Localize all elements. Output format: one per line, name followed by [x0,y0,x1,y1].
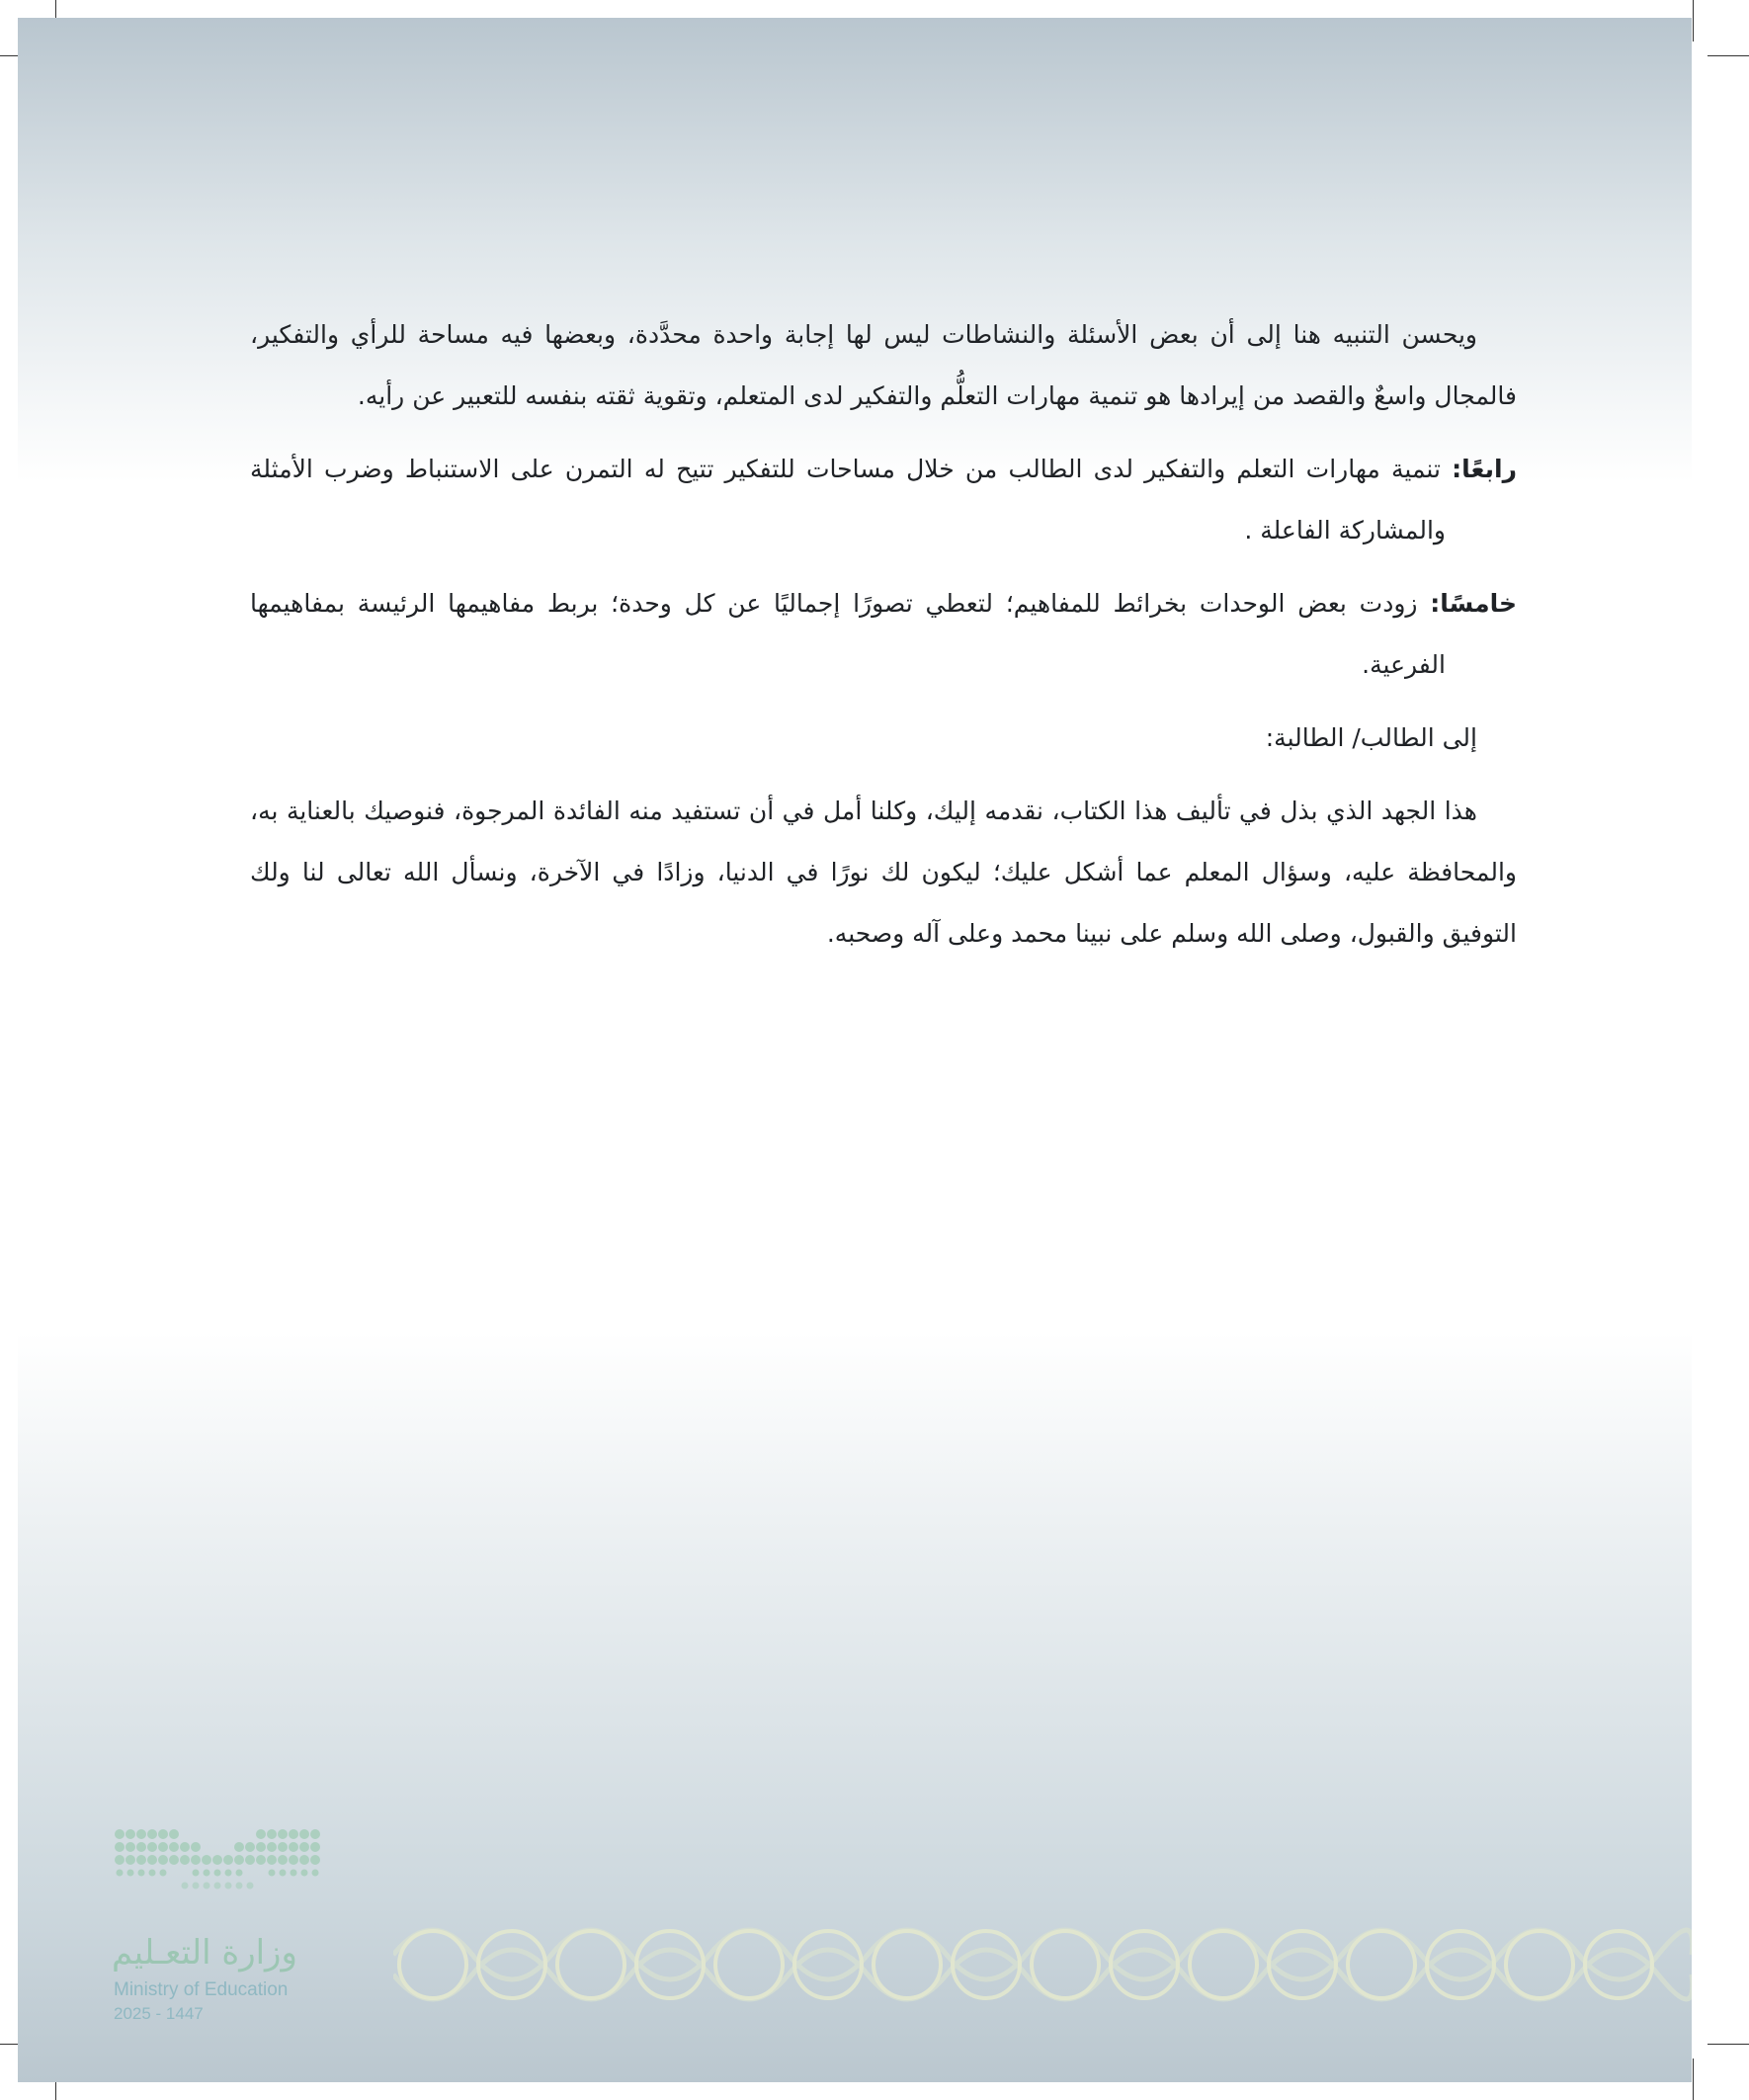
logo-arabic-name: وزارة التعـليم [112,1933,297,1973]
ministry-logo [112,1826,339,2054]
logo-dots-icon [112,1826,329,1905]
point-four-text: تنمية مهارات التعلم والتفكير لدى الطالب من خلال مساحات للتفكير تتيح له التمرن على الاستنباط وضرب الأمثلة والمشاركة الفاعلة . [250,455,1446,545]
point-five-text: زودت بعض الوحدات بخرائط للمفاهيم؛ لتعطي تصورًا إجماليًا عن كل وحدة؛ بربط مفاهيمها الرئيسة بمفاهيمها الفرعية. [250,589,1446,679]
logo-english-name: Ministry of Education [114,1979,289,2000]
body-text [250,304,1517,965]
crop-mark [1707,55,1749,56]
point-four [250,439,1517,561]
point-five [250,573,1517,696]
closing-paragraph: هذا الجهد الذي بذل في تأليف هذا الكتاب، نقدمه إليك، وكلنا أمل في أن تستفيد منه الفائدة المرجوة، فنوصيك بالعناية به، والمحافظة عليه، وسؤال المعلم عما أشكل عليك؛ ليكون لك نورًا في الدنيا، وزادًا في الآخرة، ونسأل الله تعالى لنا ولك التوفيق والقبول، وصلى الله وسلم على نبينا محمد وعلى آله وصحبه. [250,797,1517,948]
ornament-band [393,1895,1692,2024]
crop-mark [1693,2058,1694,2100]
crop-mark [1707,2044,1749,2045]
point-four-label: رابعًا: [1452,455,1517,483]
intro-paragraph: ويحسن التنبيه هنا إلى أن بعض الأسئلة والنشاطات ليس لها إجابة واحدة محدَّدة، وبعضها فيه مساحة للرأي والتفكير، فالمجال واسعٌ والقصد من إيرادها هو تنمية مهارات التعلُّم والتفكير لدى المتعلم، وتقوية ثقته بنفسه للتعبير عن رأيه. [250,320,1517,410]
point-five-label: خامسًا: [1430,589,1517,618]
book-page [18,18,1692,2082]
student-heading: إلى الطالب/ الطالبة: [1265,723,1477,752]
logo-year: 2025 - 1447 [114,2004,204,2023]
crop-mark [1693,0,1694,42]
